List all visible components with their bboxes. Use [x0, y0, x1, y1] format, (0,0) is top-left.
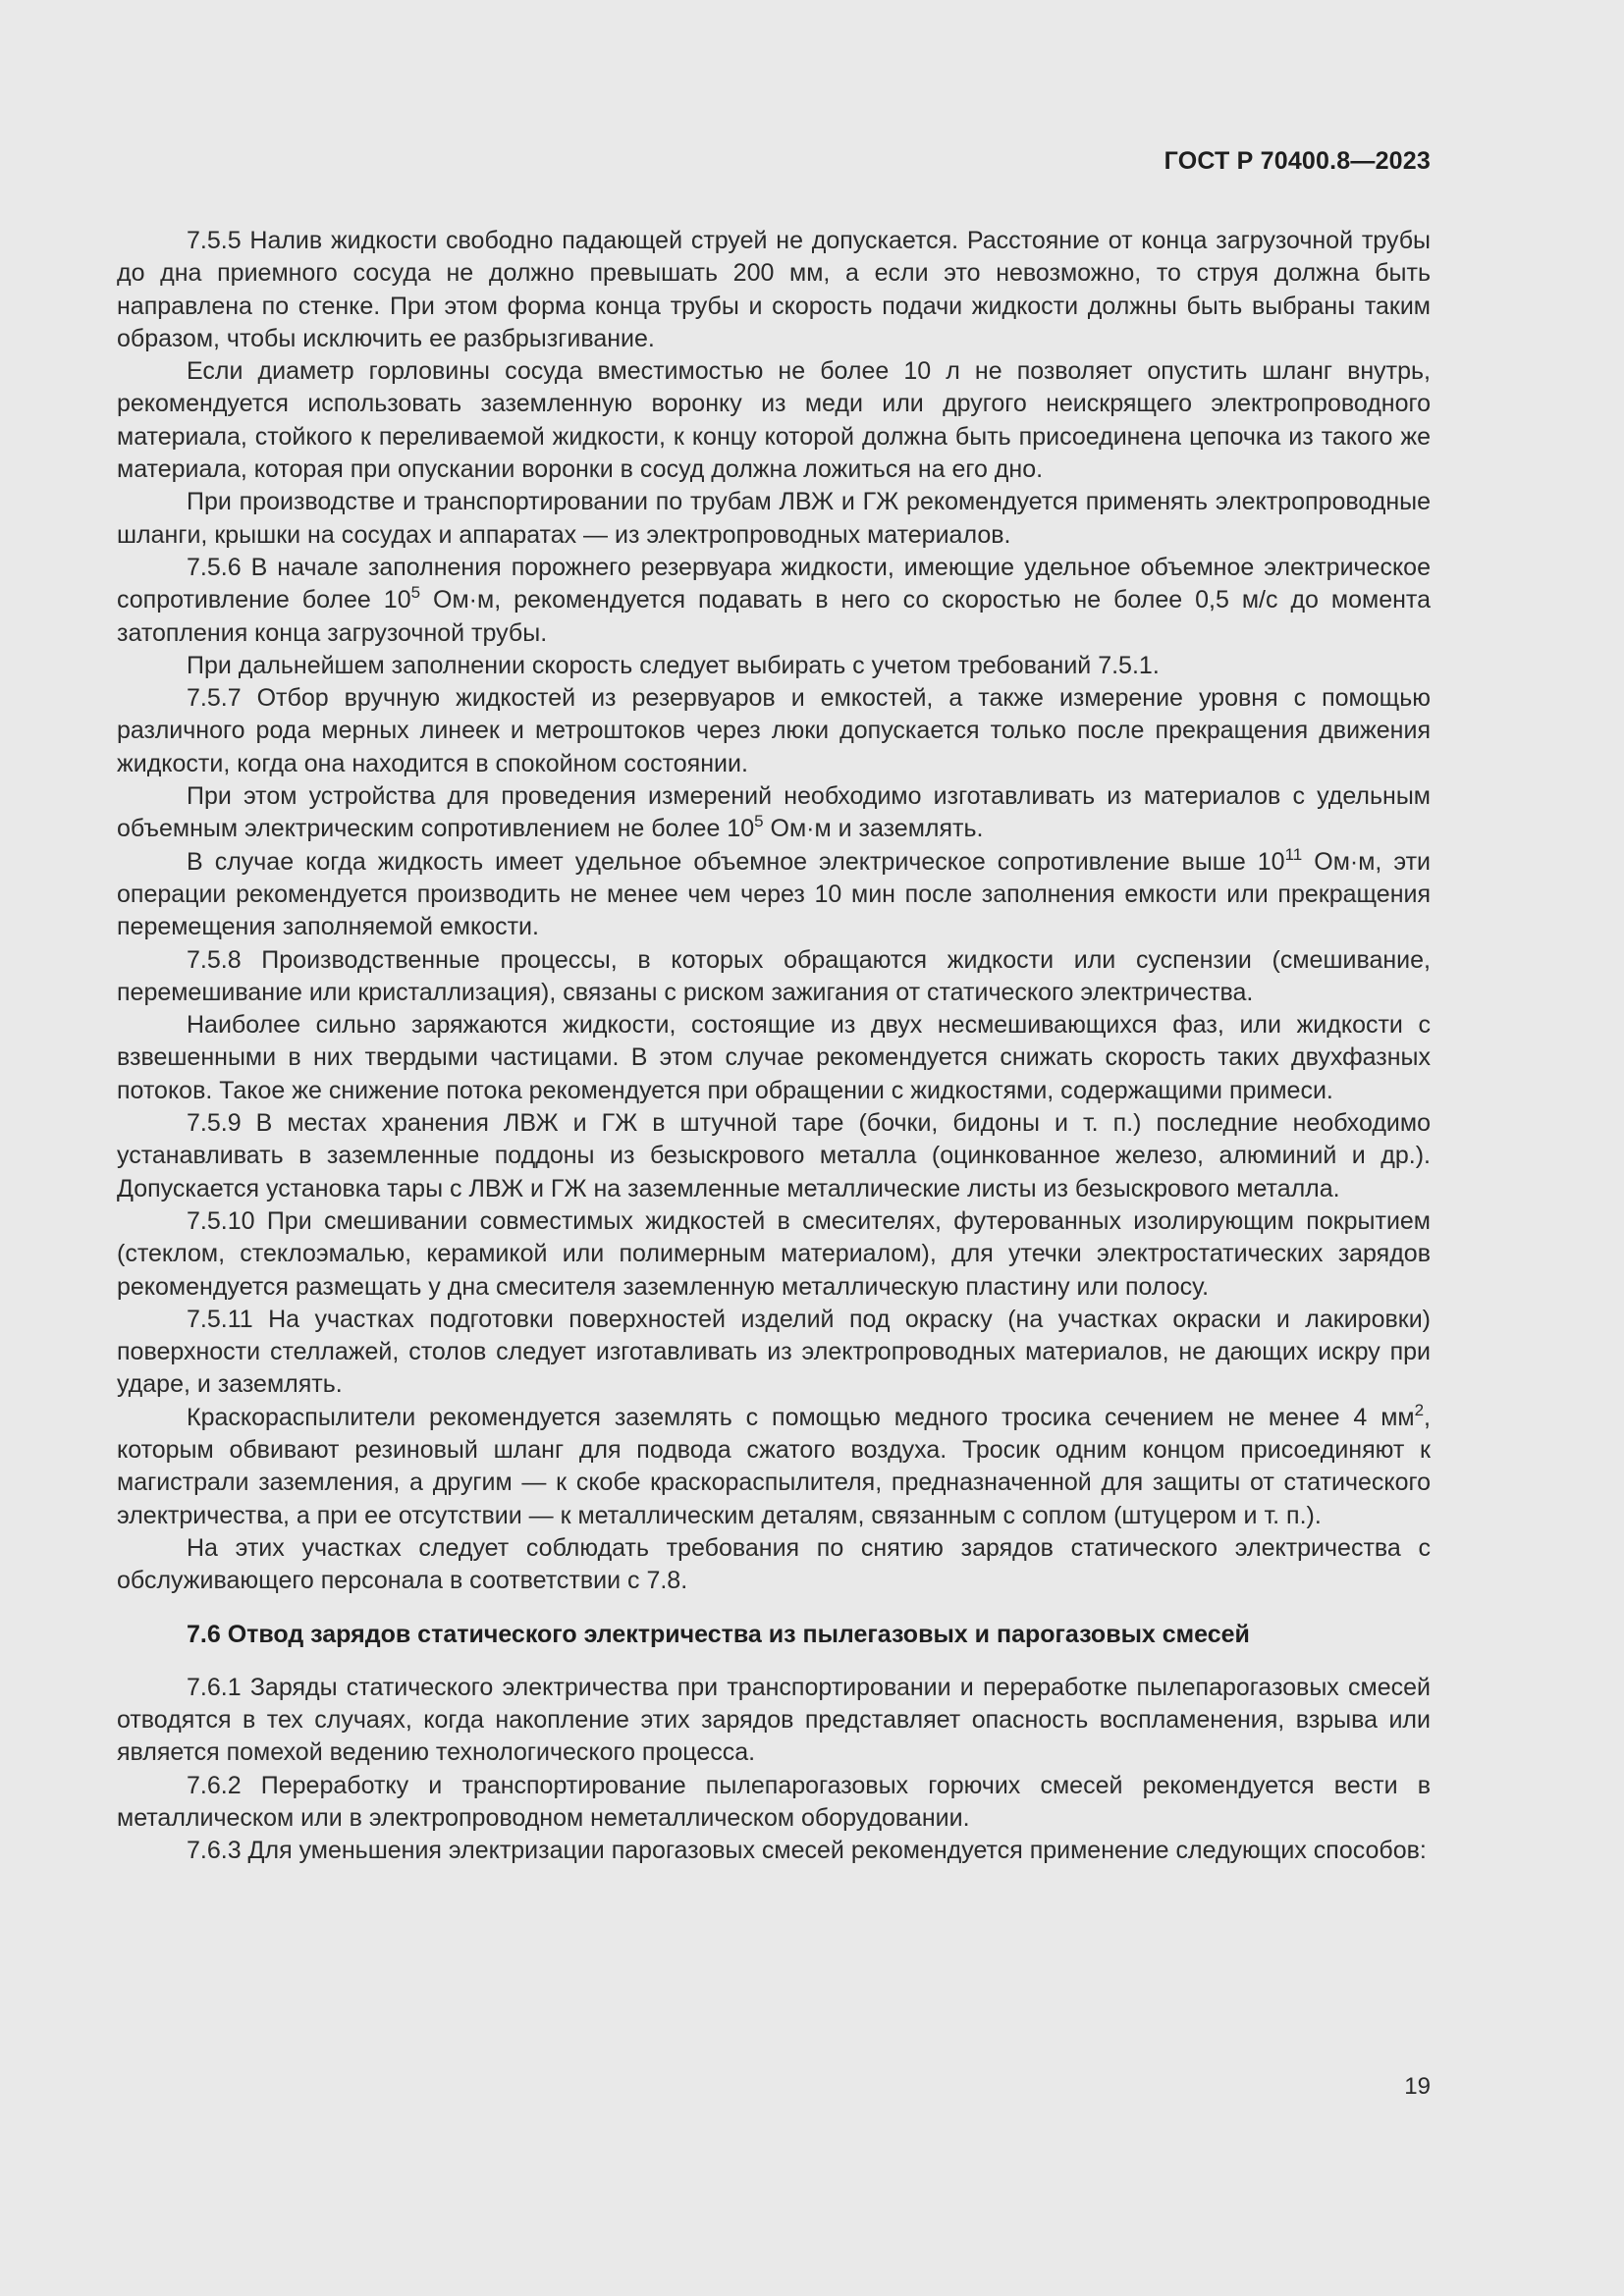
- section-heading: 7.6 Отвод зарядов статического электричества из пылегазовых и парогазовых смесей: [187, 1621, 1250, 1649]
- paragraph-text: Ом·м, рекомендуется подавать в него со скоростью не более 0,5 м/с до момента затопления конца загрузочной трубы.: [117, 586, 1431, 647]
- paragraph-text: 7.5.6 В начале заполнения порожнего резервуара жидкости, имеющие удельное объемное электрическое сопротивление более 10: [117, 553, 1431, 614]
- paragraph: [117, 1402, 1431, 1532]
- paragraph: 7.5.5 Налив жидкости свободно падающей струей не допускается. Расстояние от конца загрузочной трубы до дна приемного сосуда не должно превышать 200 мм, а если это невозможно, то струя должна быть направлена по стенке. При этом форма конца трубы и скорость подачи жидкости должны быть выбраны таким образом, чтобы исключить ее разбрызгивание.: [117, 227, 1431, 352]
- document-body: [117, 225, 1431, 1868]
- paragraph-text: В случае когда жидкость имеет удельное объемное электрическое сопротивление выше 10: [187, 847, 1285, 876]
- paragraph: 7.6.2 Переработку и транспортирование пылепарогазовых горючих смесей рекомендуется вести в металлическом или в электропроводном неметаллическом оборудовании.: [117, 1771, 1431, 1832]
- paragraph-text: Ом·м, эти операции рекомендуется производить не менее чем через 10 мин после заполнения емкости или прекращения перемещения заполняемой емкости.: [117, 847, 1431, 941]
- paragraph: При дальнейшем заполнении скорость следует выбирать с учетом требований 7.5.1.: [187, 651, 1160, 679]
- paragraph: 7.5.11 На участках подготовки поверхностей изделий под окраску (на участках окраски и лакировки) поверхности стеллажей, столов следует изготавливать из электропроводных материалов, не дающих искру при ударе, и заземлять.: [117, 1305, 1431, 1399]
- paragraph: При производстве и транспортировании по трубам ЛВЖ и ГЖ рекомендуется применять электропроводные шланги, крышки на сосудах и аппаратах — из электропроводных материалов.: [117, 488, 1431, 549]
- paragraph-text: , которым обвивают резиновый шланг для подвода сжатого воздуха. Тросик одним концом присоединяют к магистрали заземления, а другим — к скобе краскораспылителя, предназначенной для защиты от статического электричества, а при ее отсутствии — к металлическим деталям, связанным с соплом (штуцером и т. п.).: [117, 1403, 1431, 1529]
- paragraph: Наиболее сильно заряжаются жидкости, состоящие из двух несмешивающихся фаз, или жидкости с взвешенными в них твердыми частицами. В этом случае рекомендуется снижать скорость таких двухфазных потоков. Такое же снижение потока рекомендуется при обращении с жидкостями, содержащими примеси.: [117, 1011, 1431, 1104]
- paragraph: [117, 846, 1431, 944]
- paragraph: [117, 780, 1431, 846]
- document-header: ГОСТ Р 70400.8—2023: [1164, 147, 1431, 175]
- paragraph: На этих участках следует соблюдать требования по снятию зарядов статического электричества с обслуживающего персонала в соответствии с 7.8.: [117, 1533, 1431, 1595]
- paragraph: Если диаметр горловины сосуда вместимостью не более 10 л не позволяет опустить шланг внутрь, рекомендуется использовать заземленную воронку из меди или другого неискрящего электропроводного материала, стойкого к переливаемой жидкости, к концу которой должна быть присоединена цепочка из такого же материала, которая при опускании воронки в сосуд должна ложиться на его дно.: [117, 357, 1431, 484]
- paragraph: [117, 552, 1431, 650]
- paragraph-text: При этом устройства для проведения измерений необходимо изготавливать из материалов с удельным объемным электрическим сопротивлением не более 10: [117, 782, 1431, 843]
- paragraph: 7.6.1 Заряды статического электричества при транспортировании и переработке пылепарогазовых смесей отводятся в тех случаях, когда накопление этих зарядов представляет опасность воспламенения, взрыва или является помехой ведению технологического процесса.: [117, 1673, 1431, 1767]
- paragraph: 7.6.3 Для уменьшения электризации парогазовых смесей рекомендуется применение следующих способов:: [187, 1837, 1427, 1865]
- paragraph: 7.5.7 Отбор вручную жидкостей из резервуаров и емкостей, а также измерение уровня с помощью различного рода мерных линеек и метроштоков через люки допускается только после прекращения движения жидкости, когда она находится в спокойном состоянии.: [117, 684, 1431, 777]
- exponent: 5: [754, 812, 764, 831]
- paragraph: 7.5.10 При смешивании совместимых жидкостей в смесителях, футерованных изолирующим покрытием (стеклом, стеклоэмалью, керамикой или полимерным материалом), для утечки электростатических зарядов рекомендуется размещать у дна смесителя заземленную металлическую пластину или полосу.: [117, 1206, 1431, 1301]
- paragraph-text: Краскораспылители рекомендуется заземлять с помощью медного тросика сечением не менее 4 мм: [187, 1403, 1415, 1431]
- exponent: 11: [1284, 844, 1303, 864]
- paragraph: 7.5.8 Производственные процессы, в которых обращаются жидкости или суспензии (смешивание, перемешивание или кристаллизация), связаны с риском зажигания от статического электричества.: [117, 945, 1431, 1006]
- exponent: 2: [1414, 1400, 1425, 1419]
- exponent: 5: [410, 583, 421, 603]
- paragraph-text: Ом·м и заземлять.: [763, 815, 984, 843]
- page-number: 19: [1404, 2073, 1431, 2100]
- paragraph: 7.5.9 В местах хранения ЛВЖ и ГЖ в штучной таре (бочки, бидоны и т. п.) последние необходимо устанавливать в заземленные поддоны из безыскрового металла (оцинкованное железо, алюминий и др.). Допускается установка тары с ЛВЖ и ГЖ на заземленные металлические листы из безыскрового металла.: [117, 1109, 1431, 1202]
